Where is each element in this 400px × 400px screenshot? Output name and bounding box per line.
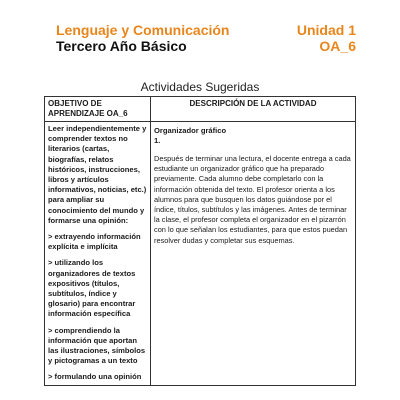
- objective-column-header: OBJETIVO DE APRENDIZAJE OA_6: [45, 97, 151, 122]
- oa-label: OA_6: [319, 38, 356, 54]
- activity-number: 1.: [154, 136, 161, 145]
- objective-item: > utilizando los organizadores de textos expositivos (títulos, subtítulos, índice y glosario) para encontrar información específica: [48, 258, 136, 319]
- objective-item: > comprendiendo la información que aportan las ilustraciones, símbolos y pictogramas a un texto: [48, 325, 146, 366]
- table-header-row: [45, 97, 356, 122]
- description-cell: [151, 122, 356, 386]
- subject-title: Lenguaje y Comunicación: [56, 22, 230, 38]
- objective-intro: Leer independientemente y comprender textos no literarios (cartas, biografías, relatos históricos, instrucciones, libros y artículos informativos, noticias, etc.) para ampliar su conocimiento del mundo y formarse una opinión:: [48, 124, 147, 225]
- grade-title: Tercero Año Básico: [56, 38, 187, 54]
- header-right: [297, 22, 356, 54]
- activities-table: [44, 96, 356, 386]
- objective-cell: [45, 122, 151, 386]
- activity-body: Después de terminar una lectura, el docente entrega a cada estudiante un organizador gráfico que ha preparado previamente. Cada alumno debe completarlo con la información obtenida del texto. El profesor orienta a los alumnos para que busquen los datos guiándose por el índice, títulos, subtítulos y las imágenes. Antes de terminar la clase, el profesor completa el organizador en el pizarrón con lo que señalan los estudiantes, para que estos puedan resolver dudas y completar sus esquemas.: [154, 154, 351, 245]
- objective-item: > extrayendo información explícita e implícita: [48, 232, 141, 252]
- description-column-header: DESCRIPCIÓN DE LA ACTIVIDAD: [151, 97, 356, 122]
- unit-label: Unidad 1: [296, 22, 356, 38]
- header-left: [56, 22, 229, 54]
- objective-item: > formulando una opinión: [48, 372, 142, 382]
- section-title: Actividades Sugeridas: [140, 80, 260, 94]
- table-row: [45, 122, 356, 386]
- activity-title: Organizador gráfico: [154, 126, 227, 135]
